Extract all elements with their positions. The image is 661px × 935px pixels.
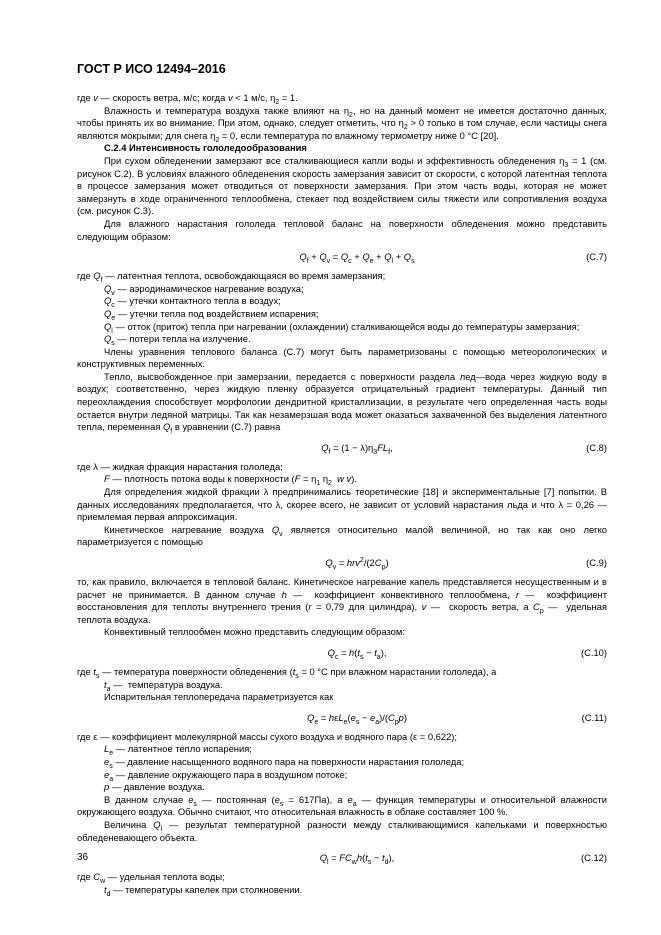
definition-item: p — давление воздуха. bbox=[104, 781, 205, 793]
paragraph: Испарительная теплопередача параметризуется как bbox=[104, 691, 334, 703]
equation-number: (С.10) bbox=[580, 646, 607, 658]
equation-formula: $Q_f = (1 - \lambda)\eta_3FL_f$, bbox=[321, 441, 393, 456]
definition-item: $e_s$ — давление насыщенного водяного пара на поверхности нарастания гололеда; bbox=[104, 755, 465, 770]
definition-item: $Q_v$ — аэродинамическое нагревание воздуха; bbox=[104, 282, 304, 297]
definition-item: где λ — жидкая фракция нарастания гололеда; bbox=[77, 460, 283, 472]
definition-item: где $t_s$ — температура поверхности обледенения ($t_s = 0$ °С при влажном нарастании гололеда), а bbox=[77, 665, 497, 680]
definition-item: $Q_s$ — потери тепла на излучение. bbox=[104, 333, 251, 347]
definition-item: $t_a$ — температура воздуха. bbox=[104, 678, 223, 693]
definitions-c7 bbox=[77, 270, 607, 346]
definition-item: где $Q_f$ — латентная теплота, освобождающаяся во время замерзания; bbox=[77, 270, 386, 284]
paragraph: где v — скорость ветра, м/с; когда v < 1 м/с, $\eta_2 = 1$. bbox=[77, 92, 298, 106]
equation-number: (С.11) bbox=[581, 711, 607, 723]
equation-formula: $Q_v = hrv^2/(2C_p)$ bbox=[325, 556, 389, 571]
equation-c12 bbox=[77, 850, 607, 866]
definitions-c8 bbox=[77, 461, 607, 486]
paragraph: Тепло, высвобожденное при замерзании, передается с поверхности раздела лед—вода через жидкую воду в воздух; соответственно, через жидкую пленку образуется отрицательный градиент температуры. Данный тип переохлаждения способствует морфологии дендритной кристаллизации, в результате чего определенная часть воды остается внутри ледяной матрицы. Так как незамерзшая вода может оказаться захваченной без выделения латентного тепла, переменная $Q_f$ в уравнении (С.7) равна bbox=[77, 370, 607, 436]
paragraph: Для влажного нарастания гололеда тепловой баланс на поверхности обледенения можно представить следующим образом: bbox=[77, 217, 607, 242]
definition-item: $L_e$ — латентное тепло испарения; bbox=[104, 743, 252, 758]
page-number: 36 bbox=[77, 852, 89, 863]
equation-c7 bbox=[77, 249, 607, 265]
paragraph: Для определения жидкой фракции λ предпринимались теоретические [18] и экспериментальные [7] попытки. В данных исследованиях предполагается, что λ, скорее всего, не зависит от условий нарастания льда и что λ = 0,26 — приемлемая первая аппроксимация. bbox=[77, 486, 607, 523]
equation-number: (С.9) bbox=[586, 557, 607, 568]
definitions-c12 bbox=[77, 871, 607, 896]
paragraph: Величина $Q_l$ — результат температурной разности между сталкивающимися капельками и поверхностью обледеневающего объекта. bbox=[77, 818, 607, 843]
equation-c8 bbox=[77, 440, 607, 456]
paragraph: В данном случае $e_s$ — постоянная $(e_s = 617Па)$, а $e_a$ — функция температуры и относительной влажности окружающего воздуха. Обычно считают, что относительная влажность в облаке составляет 100 %. bbox=[77, 793, 607, 818]
definition-item: $e_a$ — давление окружающего пара в воздушном потоке; bbox=[104, 768, 348, 783]
equation-c11 bbox=[77, 710, 607, 726]
equation-number: (С.8) bbox=[586, 441, 607, 453]
definition-item: $Q_e$ — утечки тепла под воздействием испарения; bbox=[104, 307, 319, 322]
definitions-c11 bbox=[77, 731, 607, 794]
paragraph: Члены уравнения теплового баланса (С.7) могут быть параметризованы с помощью метеорологических и конструктивных переменных. bbox=[77, 345, 607, 370]
definition-item: $Q_l$ — отток (приток) тепла при нагревании (охлаждении) сталкивающейся воды до температуры замерзания; bbox=[104, 320, 580, 335]
paragraph: Конвективный теплообмен можно представить следующим образом: bbox=[104, 626, 405, 638]
paragraph: Влажность и температура воздуха также влияют на $\eta_2$, но на данный момент не имеется достаточно данных, чтобы принять их во внимание. При этом, однако, следует отметить, что $\eta_2 > 0$ только в том случае, если частицы снега являются мокрыми; для снега $\eta_2 = 0$, если температура по влажному термометру ниже 0 °С [20]. bbox=[77, 104, 608, 144]
equation-c9 bbox=[77, 555, 607, 571]
section-heading: С.2.4 Интенсивность гололедообразования bbox=[104, 142, 307, 154]
definition-item: где $C_w$ — удельная теплота воды; bbox=[77, 871, 225, 885]
equation-formula: $Q_f + Q_v = Q_c + Q_e + Q_l + Q_s$ bbox=[299, 251, 415, 265]
definition-item: где ε — коэффициент молекулярной массы сухого воздуха и водяного пара (ε = 0,622); bbox=[77, 730, 458, 742]
definition-item: $t_d$ — температуры капелек при столкновении. bbox=[104, 883, 303, 898]
equation-formula: $Q_l = FC_wh(t_s - t_d)$, bbox=[319, 852, 395, 866]
paragraph: то, как правило, включается в тепловой баланс. Кинетическое нагревание капель представляется несущественным и в расчет не принимается. В данном случае h — коэффициент конвективного теплообмена, r — коэффициент восстановления для теплоты внутреннего трения (r = 0,79 для цилиндра), v — скорость ветра, а $C_p$ — удельная теплота воздуха. bbox=[77, 576, 608, 625]
equation-formula: $Q_e = h\varepsilon L_e(e_s - e_a)/(C_pp)$ bbox=[307, 711, 407, 726]
definition-item: $Q_c$ — утечки контактного тепла в воздух; bbox=[104, 295, 281, 310]
equation-number: (С.7) bbox=[586, 251, 607, 263]
equation-number: (С.12) bbox=[580, 852, 607, 864]
definitions-c10 bbox=[77, 666, 607, 691]
definition-item: F — плотность потока воды к поверхности ($F = \eta_1$ $\eta_2$ w v). bbox=[104, 473, 357, 488]
paragraph: При сухом обледенении замерзают все сталкивающиеся капли воды и эффективность обледенения $\eta_3 = 1$ (см. рисунок С.2). В условиях влажного обледенения скорость замерзания зависит от скорости, с которой латентная теплота в процессе замерзания может отводиться от поверхности замерзания. При этом часть воды, которая не может замерзнуть в ходе ограниченного теплообмена, стекает под воздействием силы тяжести или сопротивления воздуха (см. рисунок С.3). bbox=[77, 154, 607, 217]
equation-c10 bbox=[77, 645, 607, 661]
equation-formula: $Q_c = h(t_s - t_a)$, bbox=[327, 646, 387, 661]
paragraph: Кинетическое нагревание воздуха $Q_v$ является относительно малой величиной, но так как оно легко параметризуется с помощью bbox=[77, 523, 608, 548]
page-body bbox=[77, 92, 607, 896]
document-header: ГОСТ Р ИСО 12494–2016 bbox=[77, 62, 226, 76]
